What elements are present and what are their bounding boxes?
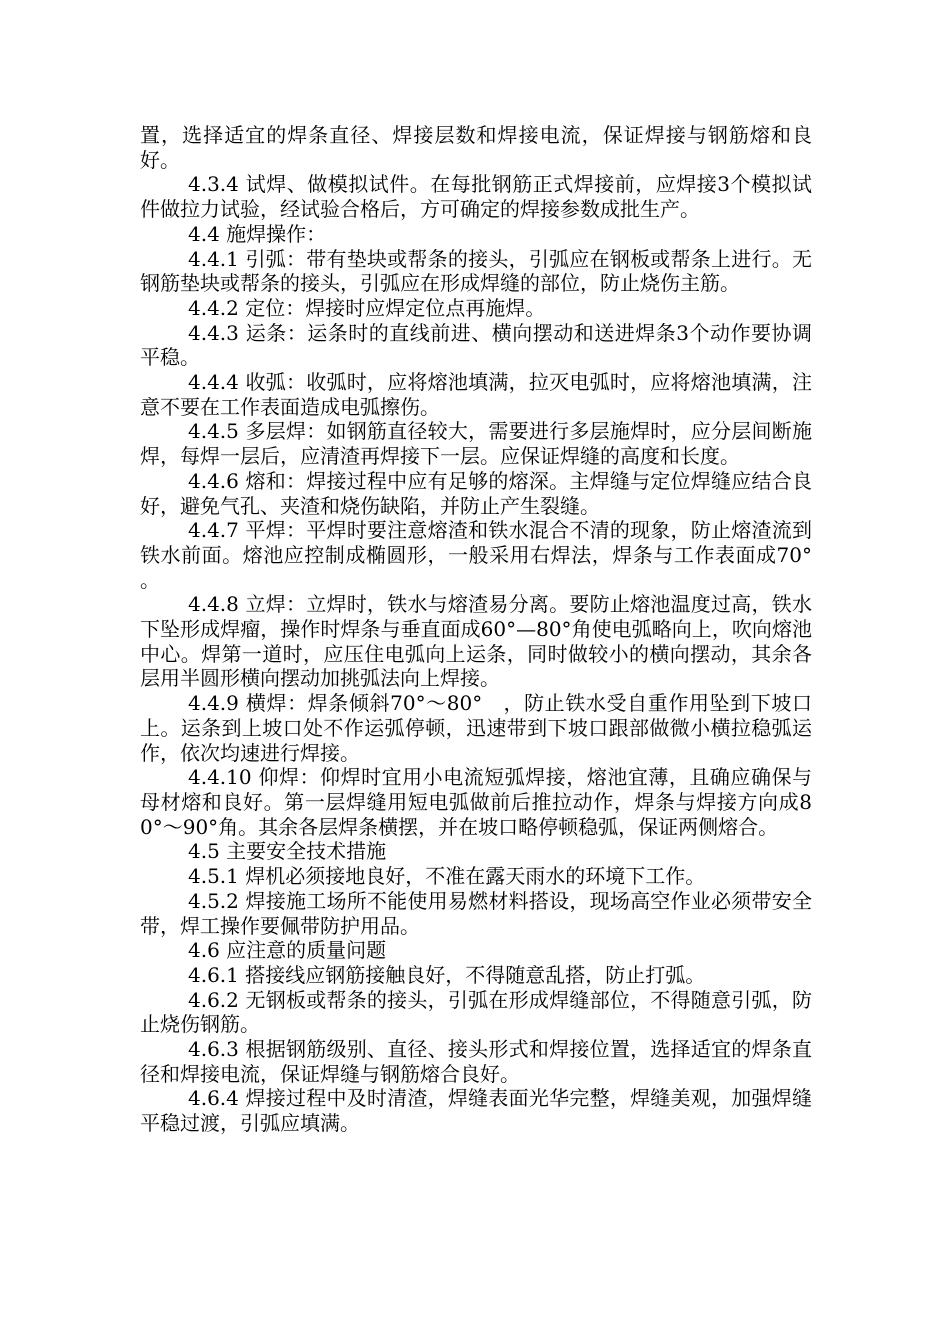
paragraph-4-4-6: 4.4.6 熔和：焊接过程中应有足够的熔深。主焊缝与定位焊缝应结合良好，避免气孔、夹渣和烧伤缺陷，并防止产生裂缝。 [140,468,812,518]
heading-4-5: 4.5 主要安全技术措施 [188,839,387,864]
paragraph-4-6-3: 4.6.3 根据钢筋级别、直径、接头形式和焊接位置，选择适宜的焊条直径和焊接电流，保证焊缝与钢筋熔合良好。 [140,1037,812,1086]
paragraph-4-4-5: 4.4.5 多层焊：如钢筋直径较大，需要进行多层施焊时，应分层间断施焊，每焊一层后，应清渣再焊接下一层。应保证焊缝的高度和长度。 [140,419,812,469]
paragraph-4-4-4: 4.4.4 收弧：收弧时，应将熔池填满，拉灭电弧时，应将熔池填满，注意不要在工作表面造成电弧擦伤。 [140,370,812,419]
paragraph-4-4-8: 4.4.8 立焊：立焊时，铁水与熔渣易分离。要防止熔池温度过高，铁水下坠形成焊瘤，操作时焊条与垂直面成60°—80°角使电弧略向上，吹向熔池中心。焊第一道时，应压住电弧向上运条，同时做较小的横向摆动，其余各层用半圆形横向摆动加挑弧法向上焊接。 [140,592,812,691]
paragraph-4-5-1: 4.5.1 焊机必须接地良好，不准在露天雨水的环境下工作。 [188,864,706,889]
heading-4-4: 4.4 施焊操作： [188,221,327,246]
paragraph-4-4-1: 4.4.1 引弧：带有垫块或帮条的接头，引弧应在钢板或帮条上进行。无钢筋垫块或帮条的接头，引弧应在形成焊缝的部位，防止烧伤主筋。 [140,246,812,296]
paragraph-continuation: 置，选择适宜的焊条直径、焊接层数和焊接电流，保证焊接与钢筋熔和良好。 [140,123,812,172]
document-body [140,123,832,1136]
paragraph-4-5-2: 4.5.2 焊接施工场所不能使用易燃材料搭设，现场高空作业必须带安全带，焊工操作要佩带防护用品。 [140,888,812,938]
paragraph-4-6-1: 4.6.1 搭接线应钢筋接触良好，不得随意乱搭，防止打弧。 [188,962,706,987]
paragraph-4-4-2: 4.4.2 定位：焊接时应焊定位点再施焊。 [188,295,546,320]
paragraph-4-3-4: 4.3.4 试焊、做模拟试件。在每批钢筋正式焊接前，应焊接3个模拟试件做拉力试验，经试验合格后，方可确定的焊接参数成批生产。 [140,172,812,222]
paragraph-4-4-3: 4.4.3 运条：运条时的直线前进、横向摆动和送进焊条3个动作要协调平稳。 [140,320,812,370]
heading-4-6: 4.6 应注意的质量问题 [188,938,387,963]
paragraph-4-4-10: 4.4.10 仰焊：仰焊时宜用小电流短弧焊接，熔池宜薄，且确应确保与母材熔和良好。第一层焊缝用短电弧做前后推拉动作，焊条与焊接方向成80°～90°角。其余各层焊条横摆，并在坡口略停顿稳弧，保证两侧熔合。 [140,765,812,839]
paragraph-4-6-2: 4.6.2 无钢板或帮条的接头，引弧在形成焊缝部位，不得随意引弧，防止烧伤钢筋。 [140,987,812,1037]
paragraph-4-6-4: 4.6.4 焊接过程中及时清渣，焊缝表面光华完整，焊缝美观，加强焊缝平稳过渡，引弧应填满。 [140,1086,812,1136]
paragraph-4-4-7: 4.4.7 平焊：平焊时要注意熔渣和铁水混合不清的现象，防止熔渣流到铁水前面。熔池应控制成椭圆形，一般采用右焊法，焊条与工作表面成70° 。 [140,518,832,592]
paragraph-4-4-9: 4.4.9 横焊：焊条倾斜70°～80° ，防止铁水受自重作用坠到下坡口上。运条到上坡口处不作运弧停顿，迅速带到下坡口跟部做微小横拉稳弧运作，依次均速进行焊接。 [140,691,812,765]
